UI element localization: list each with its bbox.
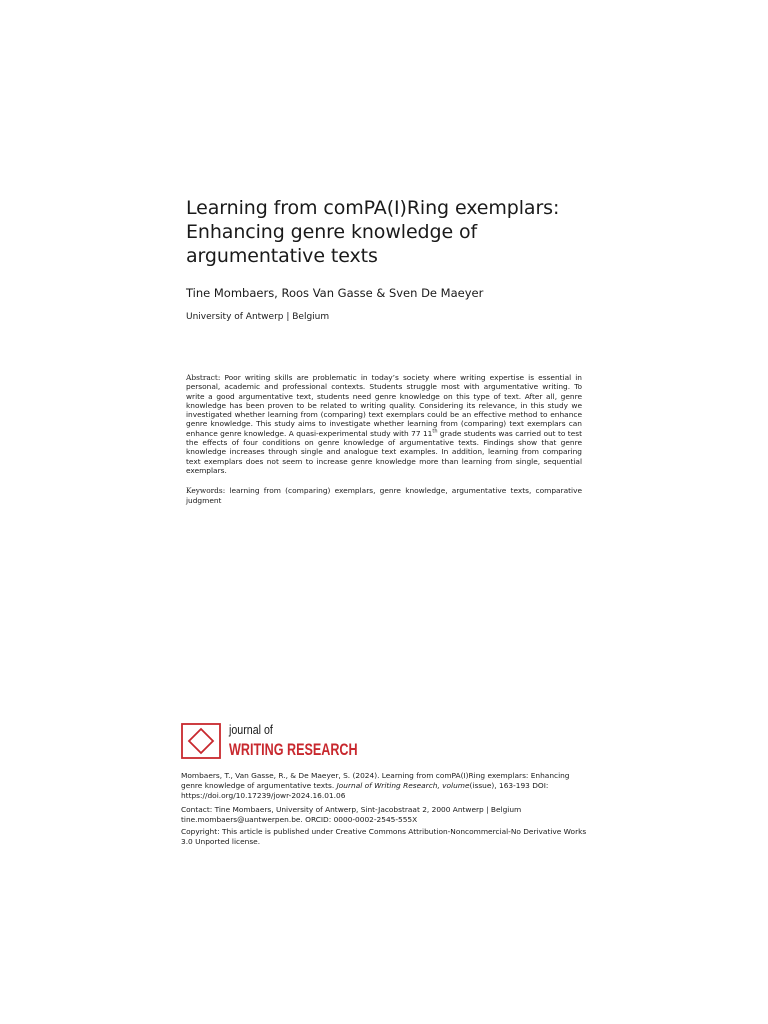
article-affiliation: University of Antwerp | Belgium	[186, 312, 330, 322]
citation-part1: Mombaers, T., Van Gasse, R., & De Maeyer, S. (2024). Learning from comPA(I)Ring exemplars: Enhancing genre knowledge of argumentative texts.	[181, 771, 570, 790]
keywords	[186, 486, 582, 506]
abstract-superscript: th	[432, 428, 438, 435]
article-header	[186, 196, 582, 506]
contact-info: Contact: Tine Mombaers, University of Antwerp, Sint-Jacobstraat 2, 2000 Antwerp | Belgium tine.mombaers@uantwerpen.be. ORCID: 0000-0002-2545-555X	[181, 805, 522, 824]
journal-logo	[181, 723, 381, 763]
abstract-text-part2: grade students was carried out to test the effects of four conditions on genre knowledge of argumentative texts. Findings show that genre knowledge increases through single and analogue text examples. In addition, learning from comparing text exemplars does not seem to increase genre knowledge more than learning from single, sequential exemplars.	[186, 428, 582, 475]
journal-name-top: journal of	[229, 722, 273, 737]
copyright-notice: Copyright: This article is published under Creative Commons Attribution-Noncommercial-No Derivative Works 3.0 Unported license.	[181, 827, 587, 846]
keywords-label: Keywords:	[186, 486, 226, 496]
journal-name-bottom: WRITING RESEARCH	[229, 740, 358, 759]
article-title	[186, 196, 582, 268]
abstract-label: Abstract:	[186, 373, 221, 382]
keywords-text: learning from (comparing) exemplars, genre knowledge, argumentative texts, comparative judgment	[186, 486, 582, 506]
journal-logo-icon	[181, 723, 221, 759]
title-line-3: argumentative texts	[186, 245, 378, 267]
article-meta	[181, 771, 591, 849]
abstract-text-part1: Poor writing skills are problematic in today’s society where writing expertise is essential in personal, academic and professional contexts. Students struggle most with argumentative writing. To write a good argumentative text, students need genre knowledge on this type of text. After all, genre knowledge has been proven to be related to writing quality. Considering its relevance, in this study we investigated whether learning from (comparing) text exemplars could be an effective method to enhance genre knowledge. This study aims to investigate whether learning from (comparing) text exemplars can enhance genre knowledge. A quasi-experimental study with 77 11	[186, 373, 582, 438]
citation-journal: Journal of Writing Research, volume	[336, 781, 470, 790]
article-authors: Tine Mombaers, Roos Van Gasse & Sven De Maeyer	[186, 286, 484, 300]
citation-part2: (issue), 163-193 DOI: https://doi.org/10.17239/jowr-2024.16.01.06	[181, 781, 549, 800]
abstract	[186, 373, 582, 475]
title-line-1: Learning from comPA(I)Ring exemplars:	[186, 197, 560, 219]
citation	[181, 771, 591, 801]
title-line-2: Enhancing genre knowledge of	[186, 221, 478, 243]
